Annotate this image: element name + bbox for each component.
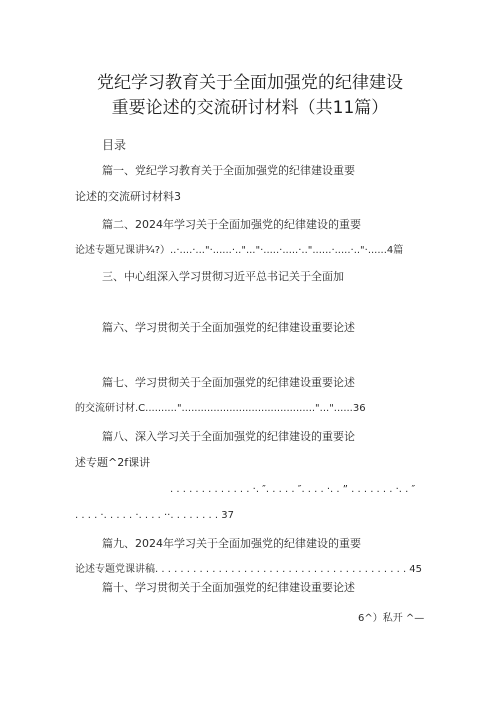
toc-entry-2-line-1: 篇二、2024年学习关于全面加强党的纪律建设的重要 bbox=[102, 218, 361, 231]
page-footer-text: 6^）私开 ^— bbox=[358, 613, 425, 624]
toc-entry-10-line-1: 篇十、学习贯彻关于全面加强党的纪律建设重要论述 bbox=[102, 581, 355, 594]
toc-entry-2-line-2: 论述专题兄课讲¾?）..·....·..."·......·.."..."·.....·.....·.."......·.....·.."·......4篇 bbox=[75, 245, 404, 256]
toc-heading: 目录 bbox=[102, 138, 127, 152]
toc-entry-8-line-2: 述专题^2f课讲 bbox=[75, 456, 151, 469]
document-title-line-2: 重要论述的交流研讨材料（共11篇） bbox=[111, 98, 389, 118]
toc-entry-8-line-1: 篇八、深入学习关于全面加强党的纪律建设的重要论 bbox=[102, 430, 355, 443]
toc-entry-7-line-1: 篇七、学习贯彻关于全面加强党的纪律建设重要论述 bbox=[102, 376, 355, 389]
toc-entry-7-line-2: 的交流研讨材.C..........".........................................."..."......36 bbox=[75, 403, 366, 414]
toc-entry-3-line-1: 三、中心组深入学习贯彻习近平总书记关于全面加 bbox=[102, 270, 344, 283]
toc-entry-8-dot-leader: . . . . . . . . . . . . . ·. ″. . . . . ″. . . . ·. . ” . . . . . . . ·. . ″ bbox=[170, 484, 416, 495]
toc-entry-1-line-1: 篇一、党纪学习教育关于全面加强党的纪律建设重要 bbox=[102, 164, 355, 177]
toc-entry-1-line-2: 论述的交流研讨材料3 bbox=[75, 190, 181, 203]
document-title-line-1: 党纪学习教育关于全面加强党的纪律建设 bbox=[97, 73, 403, 93]
toc-entry-9-line-1: 篇九、2024年学习关于全面加强党的纪律建设的重要 bbox=[102, 537, 361, 550]
toc-entry-8-page-line: . . . . ·. . . . . ·. . . . ··. . . . . . . . 37 bbox=[75, 510, 234, 521]
toc-entry-9-line-2: 论述专题党课讲稿. . . . . . . . . . . . . . . . . . . . . . . . . . . . . . . . . . . . . . . . 45 bbox=[75, 564, 423, 575]
toc-entry-6-line-1: 篇六、学习贯彻关于全面加强党的纪律建设重要论述 bbox=[102, 321, 355, 334]
